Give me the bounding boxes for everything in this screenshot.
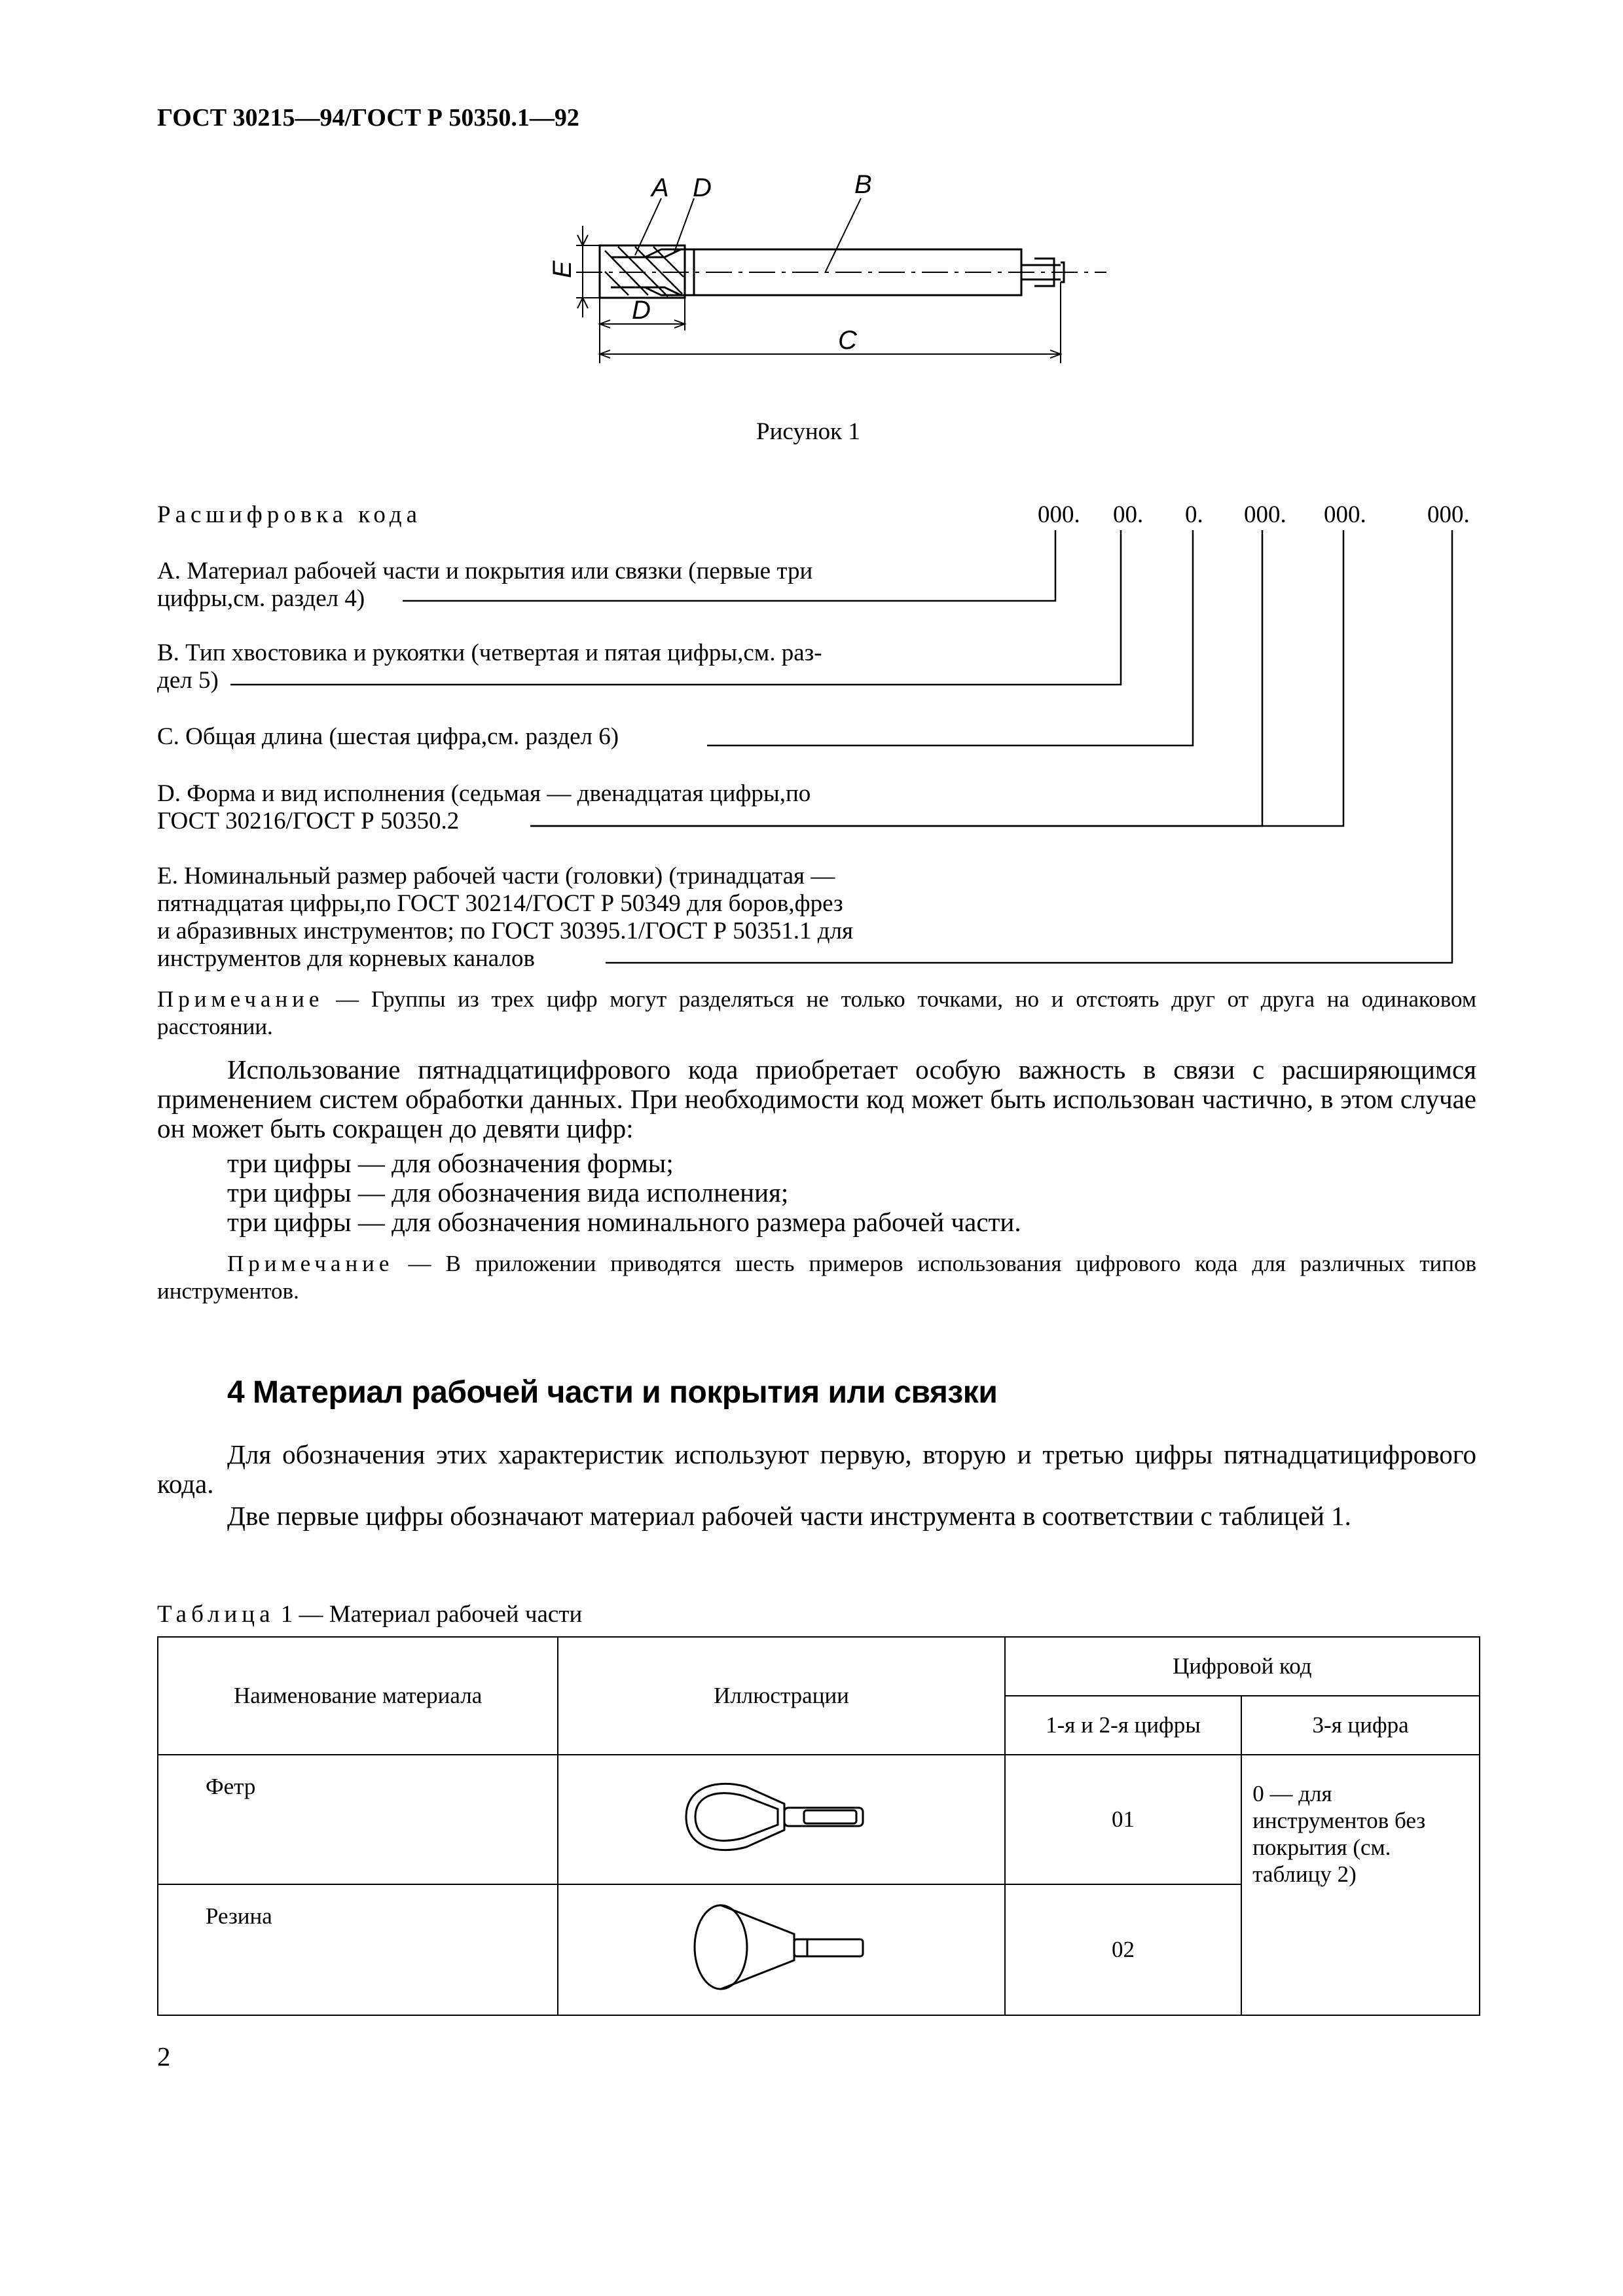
code-group-5: 000. — [1324, 501, 1366, 528]
label-e: E — [548, 260, 577, 278]
body-paragraph: Использование пятнадцатицифрового кода приобретает особую важность в связи с расширяющимся применением систем обработки данных. При необходимости код может быть использован частично, в этом случае он может быть сокращен до девяти цифр: — [157, 1054, 1476, 1143]
header-digital-code: Цифровой код — [1005, 1637, 1480, 1696]
legend-item-c: С. Общая длина (шестая цифра,см. раздел 6) — [157, 723, 619, 750]
label-c: C — [838, 326, 857, 355]
material-name-felt: Фетр — [158, 1755, 558, 1884]
header-digit-3: 3-я цифра — [1241, 1696, 1480, 1755]
table-1-caption: Таблица 1 — Материал рабочей части — [157, 1601, 583, 1628]
page-number: 2 — [157, 2041, 171, 2072]
label-a: A — [651, 173, 669, 202]
digit-3-note: 0 — для инструментов без покрытия (см. таблицу 2) — [1241, 1755, 1480, 2015]
list-item-form: три цифры — для обозначения формы; — [227, 1148, 674, 1178]
legend-leader-lines — [0, 0, 1623, 995]
legend-title: Расшифровка кода — [157, 501, 422, 528]
code-group-1: 000. — [1038, 501, 1080, 528]
figure-caption: Рисунок 1 — [756, 418, 860, 445]
code-group-3: 0. — [1185, 501, 1203, 528]
list-item-variant: три цифры — для обозначения вида исполнения; — [227, 1177, 789, 1208]
illustration-rubber — [558, 1884, 1004, 2015]
legend-item-d: D. Форма и вид исполнения (седьмая — двенадцатая цифры,по ГОСТ 30216/ГОСТ Р 50350.2 — [157, 780, 811, 834]
code-felt: 01 — [1005, 1755, 1242, 1884]
material-name-rubber: Резина — [158, 1884, 558, 2015]
header-illustrations: Иллюстрации — [558, 1637, 1004, 1755]
label-d-bottom: D — [632, 296, 651, 325]
section-4-paragraph-1: Для обозначения этих характеристик используют первую, вторую и третью цифры пятнадцатицифрового кода. — [157, 1439, 1476, 1499]
felt-tool-icon — [673, 1771, 889, 1863]
legend-item-b: В. Тип хвостовика и рукоятки (четвертая и пятая цифры,см. раз- дел 5) — [157, 639, 822, 694]
table-row — [158, 1755, 1480, 1884]
code-rubber: 02 — [1005, 1884, 1242, 2015]
header-material-name: Наименование материала — [158, 1637, 558, 1755]
illustration-felt — [558, 1755, 1004, 1884]
rubber-tool-icon — [683, 1895, 879, 2000]
note-1: Примечание — Группы из трех цифр могут разделяться не только точками, но и отстоять друг от друга на одинаковом расстоянии. — [157, 986, 1476, 1039]
note-2: Примечание — В приложении приводятся шесть примеров использования цифрового кода для различных типов инструментов. — [157, 1251, 1476, 1304]
table-1 — [157, 1636, 1480, 2016]
list-item-size: три цифры — для обозначения номинального размера рабочей части. — [227, 1207, 1021, 1237]
code-group-2: 00. — [1113, 501, 1144, 528]
header-digits-1-2: 1-я и 2-я цифры — [1005, 1696, 1242, 1755]
section-4-heading: 4 Материал рабочей части и покрытия или связки — [227, 1375, 998, 1410]
label-b: B — [854, 170, 872, 199]
code-group-6: 000. — [1427, 501, 1470, 528]
legend-item-e: Е. Номинальный размер рабочей части (головки) (тринадцатая — пятнадцатая цифры,по ГОСТ 30214/ГОСТ Р 50349 для боров,фрез и абразивных инструментов; по ГОСТ 30395.1/ГОСТ Р 50351.1 для инструментов для корневых каналов — [157, 863, 854, 972]
document-header: ГОСТ 30215—94/ГОСТ Р 50350.1—92 — [157, 104, 579, 132]
legend-item-a: А. Материал рабочей части и покрытия или связки (первые три цифры,см. раздел 4) — [157, 558, 813, 612]
section-4-paragraph-2: Две первые цифры обозначают материал рабочей части инструмента в соответствии с таблицей 1. — [227, 1501, 1351, 1531]
label-d-top: D — [693, 173, 712, 202]
code-group-4: 000. — [1244, 501, 1286, 528]
